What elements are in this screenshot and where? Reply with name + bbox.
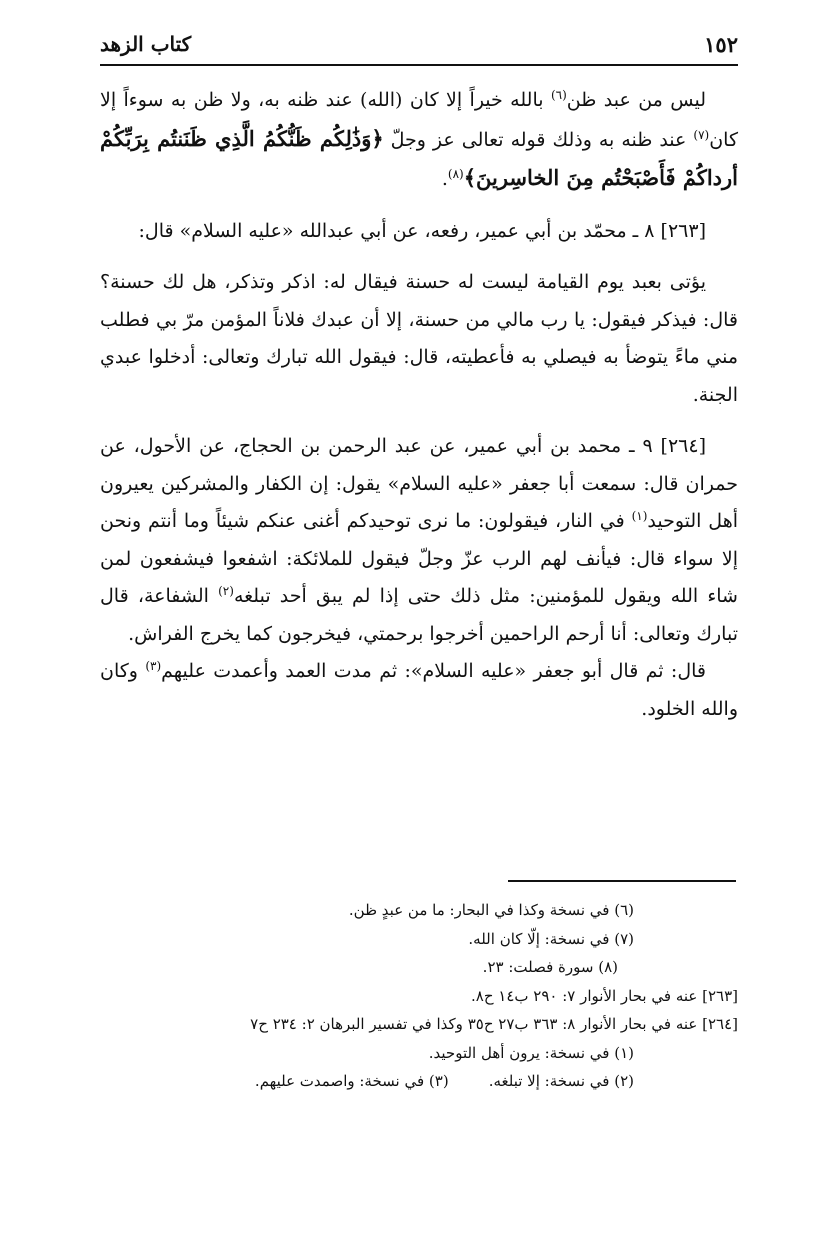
footnote-1: (١) في نسخة: يرون أهل التوحيد. (428, 1043, 634, 1062)
text-run: . (441, 168, 448, 190)
text-run: عند ظنه به وذلك قوله تعالى عز وجلّ (383, 128, 694, 151)
page-header (100, 28, 738, 64)
hadith-264-text (100, 428, 738, 653)
paragraph-closing (100, 653, 738, 728)
footnote-ref-2: (٢) (218, 584, 234, 598)
footnote-rule (508, 880, 736, 882)
text-run: [٢٦٤] ٩ ـ محمد بن أبي عمير، عن عبد الرحمن بن الحجاج، عن الأحول، عن حمران قال: سمعت أبا جعفر «عليه السلام» يقول: إن الكفار والمشركين يعيرون أهل التوحيد (100, 435, 738, 532)
text-run: الشفاعة، قال تبارك وتعالى: أنا أرحم الراحمين أخرجوا برحمتي، فيخرجون كما يخرج الفراش. (100, 585, 738, 645)
footnote-row (100, 1067, 738, 1096)
reference-264: [٢٦٤] عنه في بحار الأنوار ٨: ٣٦٣ ب٢٧ ح٣٥ وكذا في تفسير البرهان ٢: ٢٣٤ ح٧ (250, 1015, 738, 1033)
hadith-263-text: يؤتى بعبد يوم القيامة ليست له حسنة فيقال له: اذكر وتذكر، هل لك حسنة؟ قال: فيذكر فيقول: يا رب مالي من حسنة، إلا أن عبدك فلاناً المؤمن مرّ بي فطلب مني ماءً يتوضأ به فيصلي به فأعطيته، قال: فيقول الله تبارك وتعالى: أدخلوا عبدي الجنة. (100, 271, 738, 406)
footnote-ref-6: (٦) (550, 88, 567, 102)
text-run: في النار، فيقولون: ما نرى توحيدكم أغنى عنكم شيئاً وما أنتم ونحن إلا سواء قال: فيأنف لهم الرب عزّ وجلّ فيقول للملائكة: اشفعوا فيشفعون لمن شاء الله ويقول للمؤمنين: مثل ذلك حتى إذا لم يبق أحد تبلغه (100, 510, 738, 607)
text-run: ليس من عبد ظن (566, 89, 706, 111)
text-run: بالله خيراً إلا كان (الله) عند ظنه به، ولا ظن به سوءاً إلا كان (100, 89, 738, 151)
footnote-ref-3: (٣) (145, 659, 162, 673)
reference-263: [٢٦٣] عنه في بحار الأنوار ٧: ٢٩٠ ب١٤ ح٨. (470, 986, 738, 1005)
page-number: ١٥٢ (704, 32, 738, 57)
main-text (100, 82, 738, 728)
text-run: قال: ثم قال أبو جعفر «عليه السلام»: ثم مدت العمد وأعمدت عليهم (161, 660, 706, 682)
book-title: كتاب الزهد (100, 32, 192, 56)
hadith-263-chain: [٢٦٣] ٨ ـ محمّد بن أبي عمير، رفعه، عن أبي عبدالله «عليه السلام» قال: (138, 219, 706, 242)
quran-verse: ﴿وَذَٰلِكُم ظَنُّكُمُ الَّذِي ظَنَنتُم بِرَبِّكُمْ أرداكُمْ فَأَصْبَحْتُم مِنَ الخاسِرينَ﴾ (100, 125, 738, 190)
footnote-2: (٢) في نسخة: إلا تبلغه. (488, 1072, 634, 1090)
header-rule (100, 64, 738, 66)
paragraph-intro (100, 82, 738, 199)
footnote-8: (٨) سورة فصلت: ٢٣. (482, 958, 618, 976)
footnote-ref-7: (٧) (693, 127, 710, 142)
footnote-7: (٧) في نسخة: إلّا كان الله. (468, 929, 634, 948)
text-run: وكان والله الخلود. (100, 660, 738, 720)
footnote-ref-8: (٨) (447, 167, 464, 181)
footnotes (100, 896, 738, 1096)
footnote-ref-1: (١) (631, 509, 648, 523)
footnote-3: (٣) في نسخة: واصمدت عليهم. (254, 1072, 449, 1090)
footnote-6: (٦) في نسخة وكذا في البحار: ما من عبدٍ ظن. (348, 901, 634, 919)
